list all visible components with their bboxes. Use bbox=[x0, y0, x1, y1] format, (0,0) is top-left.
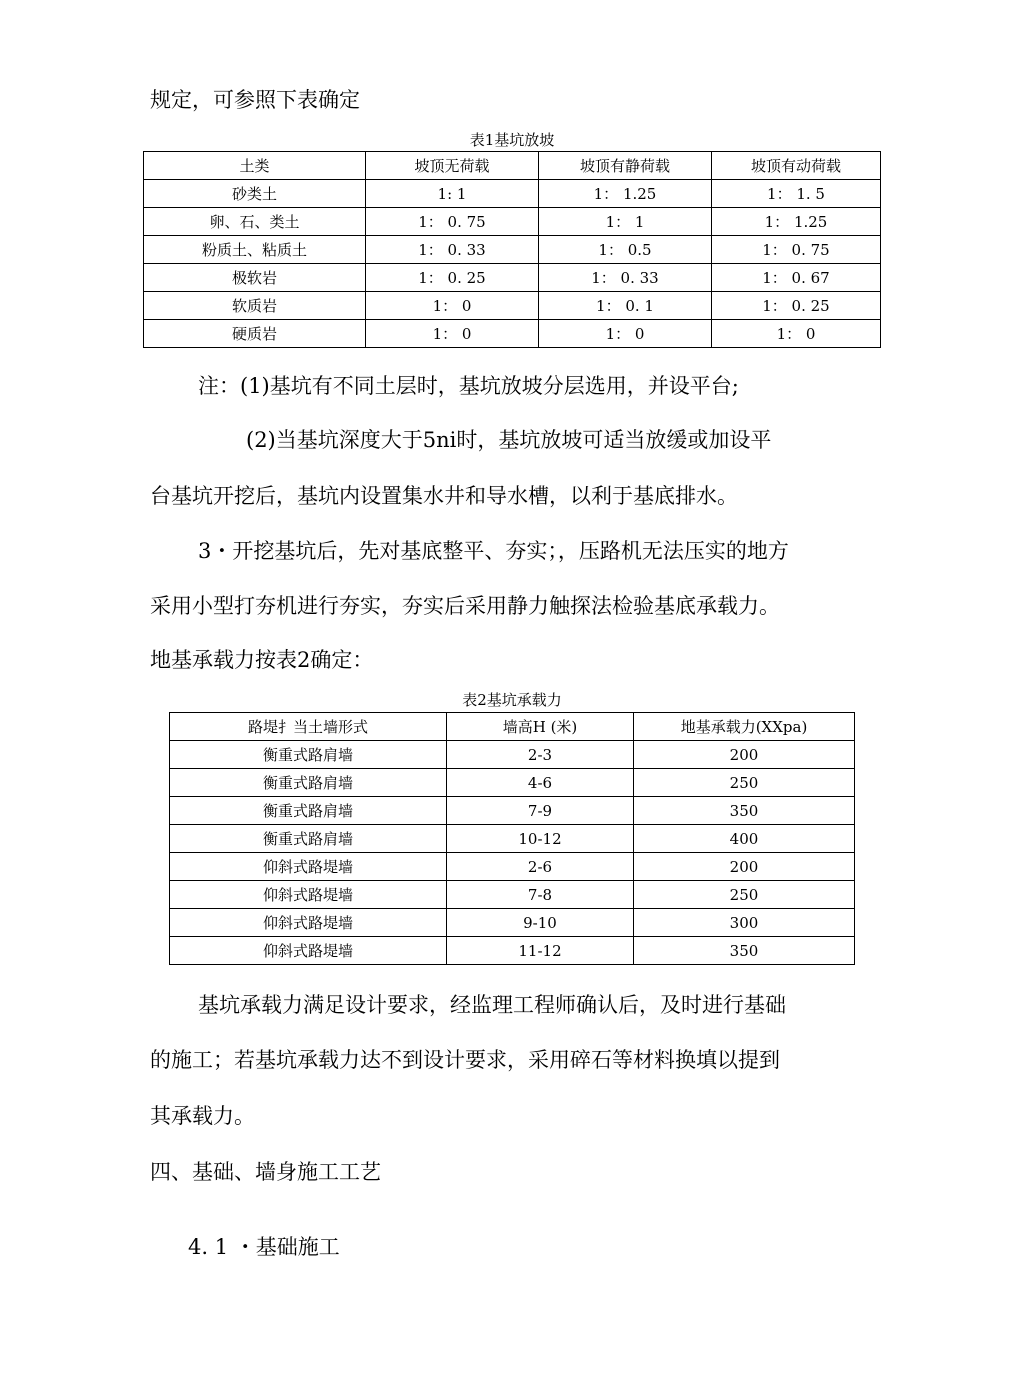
section-heading: 四、基础、墙身施工工艺 bbox=[150, 1160, 381, 1184]
table-cell: 300 bbox=[634, 909, 855, 937]
table-cell: 1： 0 bbox=[366, 320, 539, 348]
intro-text: 规定，可参照下表确定 bbox=[150, 88, 360, 112]
table-row bbox=[170, 853, 855, 881]
table-cell: 仰斜式路堤墙 bbox=[170, 881, 447, 909]
table-cell: 1： 1.25 bbox=[539, 180, 712, 208]
table-cell: 1： 0. 25 bbox=[366, 264, 539, 292]
table-cell: 硬质岩 bbox=[144, 320, 366, 348]
paragraph-4-line-2: 的施工；若基坑承载力达不到设计要求，采用碎石等材料换填以提到 bbox=[150, 1048, 780, 1072]
header-cell: 坡顶有静荷载 bbox=[539, 152, 712, 180]
note-2-line-1: (2)当基坑深度大于5ni时，基坑放坡可适当放缓或加设平 bbox=[246, 428, 772, 452]
table-cell: 仰斜式路堤墙 bbox=[170, 909, 447, 937]
table-cell: 1： 0 bbox=[712, 320, 881, 348]
table-cell: 1： 1 bbox=[539, 208, 712, 236]
paragraph-4-line-1: 基坑承载力满足设计要求，经监理工程师确认后，及时进行基础 bbox=[198, 993, 786, 1017]
table-row bbox=[170, 741, 855, 769]
table-cell: 1： 0. 75 bbox=[366, 208, 539, 236]
table-cell: 11-12 bbox=[447, 937, 634, 965]
table-cell: 200 bbox=[634, 853, 855, 881]
table-cell: 卵、石、类土 bbox=[144, 208, 366, 236]
table-cell: 极软岩 bbox=[144, 264, 366, 292]
header-cell: 路堤扌当土墙形式 bbox=[170, 713, 447, 741]
table-row bbox=[144, 264, 881, 292]
table-row bbox=[144, 320, 881, 348]
table-cell: 仰斜式路堤墙 bbox=[170, 853, 447, 881]
table-cell: 1： 0. 67 bbox=[712, 264, 881, 292]
table-cell: 2-6 bbox=[447, 853, 634, 881]
paragraph-3-line-1: 3・开挖基坑后，先对基底整平、夯实；，压路机无法压实的地方 bbox=[198, 539, 789, 563]
table-cell: 仰斜式路堤墙 bbox=[170, 937, 447, 965]
slope-table bbox=[143, 151, 881, 348]
note-1: 注：(1)基坑有不同土层时，基坑放坡分层选用，并设平台; bbox=[198, 374, 739, 398]
header-cell: 地基承载力(XXpa) bbox=[634, 713, 855, 741]
table-cell: 250 bbox=[634, 881, 855, 909]
table-cell: 1： 1. 5 bbox=[712, 180, 881, 208]
table-cell: 衡重式路肩墙 bbox=[170, 741, 447, 769]
table-cell: 7-9 bbox=[447, 797, 634, 825]
table-cell: 衡重式路肩墙 bbox=[170, 769, 447, 797]
table-cell: 9-10 bbox=[447, 909, 634, 937]
table-cell: 1： 0 bbox=[539, 320, 712, 348]
table-row bbox=[144, 236, 881, 264]
header-cell: 墙高H (米) bbox=[447, 713, 634, 741]
table-header-row bbox=[144, 152, 881, 180]
subsection-heading: 4. 1 ・基础施工 bbox=[188, 1235, 340, 1259]
table-cell: 200 bbox=[634, 741, 855, 769]
table-cell: 400 bbox=[634, 825, 855, 853]
table-row bbox=[170, 909, 855, 937]
table-cell: 软质岩 bbox=[144, 292, 366, 320]
table-cell: 250 bbox=[634, 769, 855, 797]
table-cell: 2-3 bbox=[447, 741, 634, 769]
table-cell: 1： 0. 33 bbox=[366, 236, 539, 264]
table-cell: 衡重式路肩墙 bbox=[170, 825, 447, 853]
table-header-row bbox=[170, 713, 855, 741]
table-cell: 1: 1 bbox=[366, 180, 539, 208]
table-row bbox=[170, 881, 855, 909]
table-cell: 350 bbox=[634, 797, 855, 825]
table-row bbox=[170, 937, 855, 965]
table-row bbox=[144, 180, 881, 208]
table-row bbox=[144, 292, 881, 320]
table-cell: 1： 0 bbox=[366, 292, 539, 320]
table-cell: 衡重式路肩墙 bbox=[170, 797, 447, 825]
header-cell: 坡顶有动荷载 bbox=[712, 152, 881, 180]
table-cell: 砂类土 bbox=[144, 180, 366, 208]
header-cell: 坡顶无荷载 bbox=[366, 152, 539, 180]
table-cell: 350 bbox=[634, 937, 855, 965]
table-cell: 4-6 bbox=[447, 769, 634, 797]
table-cell: 1： 0. 75 bbox=[712, 236, 881, 264]
bearing-capacity-table bbox=[169, 712, 855, 965]
paragraph-4-line-3: 其承载力。 bbox=[150, 1104, 255, 1128]
table-cell: 1： 0. 25 bbox=[712, 292, 881, 320]
header-cell: 土类 bbox=[144, 152, 366, 180]
table-cell: 1： 0. 33 bbox=[539, 264, 712, 292]
table-row bbox=[170, 825, 855, 853]
table-row bbox=[170, 769, 855, 797]
table1-caption: 表1基坑放坡 bbox=[469, 131, 555, 149]
table-row bbox=[144, 208, 881, 236]
table-cell: 粉质土、粘质土 bbox=[144, 236, 366, 264]
table-cell: 1： 0. 1 bbox=[539, 292, 712, 320]
paragraph-3-line-3: 地基承载力按表2确定： bbox=[150, 648, 374, 672]
table-cell: 7-8 bbox=[447, 881, 634, 909]
table2-caption: 表2基坑承载力 bbox=[462, 691, 562, 709]
note-2-line-2: 台基坑开挖后，基坑内设置集水井和导水槽，以利于基底排水。 bbox=[150, 484, 738, 508]
table-row bbox=[170, 797, 855, 825]
paragraph-3-line-2: 采用小型打夯机进行夯实，夯实后采用静力触探法检验基底承载力。 bbox=[150, 594, 780, 618]
table-cell: 1： 1.25 bbox=[712, 208, 881, 236]
table-cell: 10-12 bbox=[447, 825, 634, 853]
table-cell: 1： 0.5 bbox=[539, 236, 712, 264]
